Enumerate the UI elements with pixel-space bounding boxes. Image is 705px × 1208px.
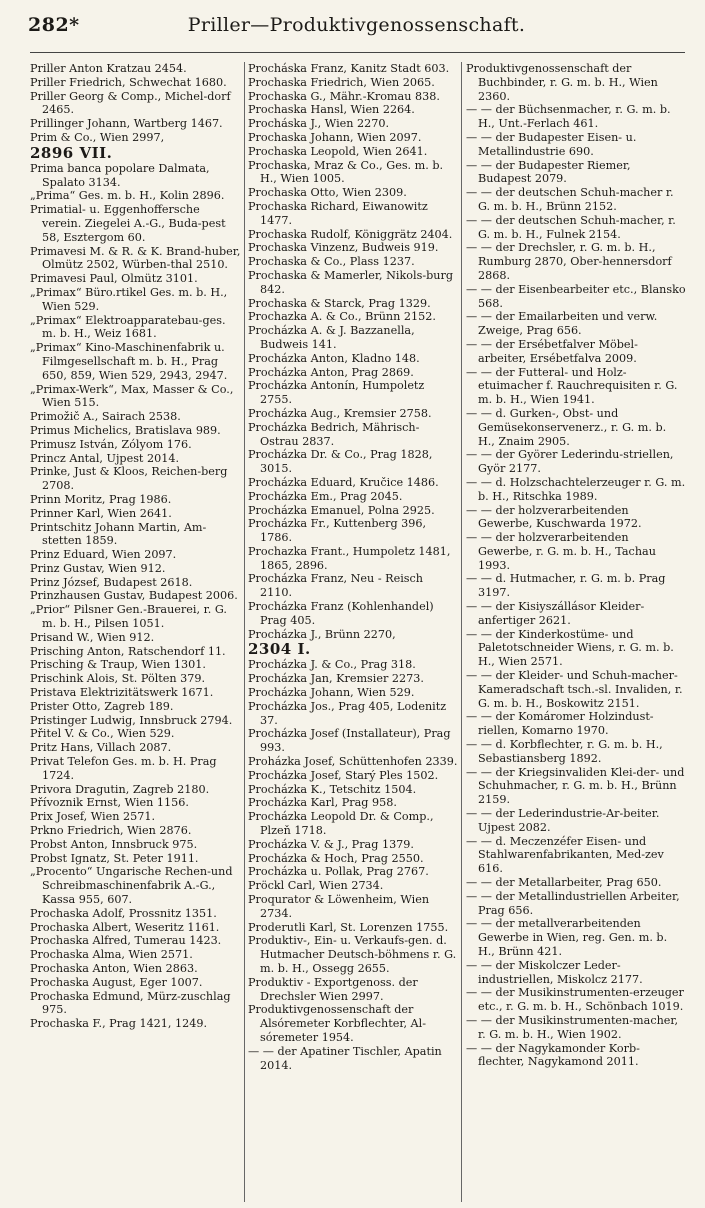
directory-entry: Procházka Eduard, Kručice 1486. xyxy=(248,475,439,489)
directory-entry: Procházka Bedrich, Mährisch-Ostrau 2837. xyxy=(248,420,420,448)
directory-entry: Primavesi Paul, Olmütz 3101. xyxy=(30,272,198,286)
directory-entry: Pröckl Carl, Wien 2734. xyxy=(248,879,384,893)
directory-entry: Procházka Em., Prag 2045. xyxy=(248,489,403,503)
directory-entry: Produktiv - Exportgenoss. der Drechsler Wien 2997. xyxy=(248,975,418,1003)
directory-entry: Prochazka A. & Co., Brünn 2152. xyxy=(248,310,436,324)
directory-entry: „Primax“ Elektroapparatebau-ges. m. b. H., Weiz 1681. xyxy=(30,313,226,341)
directory-entry: — — der deutschen Schuh-macher, r. G. m. b. H., Fulnek 2154. xyxy=(466,213,676,241)
directory-entry: „Prior“ Pilsner Gen.-Brauerei, r. G. m. b. H., Pilsen 1051. xyxy=(30,603,227,631)
directory-entry: Priller Georg & Comp., Michel-dorf 2465. xyxy=(30,89,231,117)
directory-entry: Prochaska, Mraz & Co., Ges. m. b. H., Wien 1005. xyxy=(248,158,444,186)
header-rule xyxy=(30,52,685,53)
directory-entry: — — d. Holzschachtelerzeuger r. G. m. b. H., Ritschka 1989. xyxy=(466,475,686,503)
directory-entry: — — der Büchsenmacher, r. G. m. b. H., Unt.-Ferlach 461. xyxy=(466,103,671,131)
directory-entry: „Prima“ Ges. m. b. H., Kolin 2896. xyxy=(30,189,225,203)
directory-entry: — — der Komáromer Holzindust-riellen, Komarno 1970. xyxy=(466,710,654,738)
directory-entry: Procházka u. Pollak, Prag 2767. xyxy=(248,865,429,879)
directory-entry: Primožič A., Sairach 2538. xyxy=(30,410,181,424)
directory-entry: Prima banca popolare Dalmata, Spalato 3134. xyxy=(30,161,210,189)
directory-entry: Prisching & Traup, Wien 1301. xyxy=(30,658,206,672)
page-header xyxy=(28,14,685,42)
directory-entry: Pristava Elektrizitätswerk 1671. xyxy=(30,686,214,700)
directory-entry: Procházka Karl, Prag 958. xyxy=(248,796,397,810)
directory-entry: Prochaska Hansl, Wien 2264. xyxy=(248,103,415,117)
directory-entry: Prochaska Anton, Wien 2863. xyxy=(30,962,198,975)
directory-entry: „Primax“ Kino-Maschinenfabrik u. Filmgesellschaft m. b. H., Prag 650, 859, Wien 529, 2943, 2947. xyxy=(30,341,228,382)
directory-entry: Prochaska G., Mähr.-Kromau 838. xyxy=(248,89,440,103)
directory-entry: — — der Budapester Riemer, Budapest 2079. xyxy=(466,158,631,186)
directory-entry: — — der Miskolczer Leder-industriellen, Miskolcz 2177. xyxy=(466,958,643,986)
directory-entry: Privora Dragutin, Zagreb 2180. xyxy=(30,782,210,796)
directory-entry: — — der holzverarbeitenden Gewerbe, r. G. m. b. H., Tachau 1993. xyxy=(466,531,656,572)
directory-entry: Prochaska & Starck, Prag 1329. xyxy=(248,296,431,310)
directory-entry: — — der Metallindustriellen Arbeiter, Prag 656. xyxy=(466,889,680,917)
directory-entry: Produktiv-, Ein- u. Verkaufs-gen. d. Hutmacher Deutsch-böhmens r. G. m. b. H., Ossegg 2655. xyxy=(248,934,457,975)
directory-entry: Printschitz Johann Martin, Am-stetten 1859. xyxy=(30,520,207,548)
directory-entry: Prochaska Otto, Wien 2309. xyxy=(248,186,407,200)
directory-entry: „Primax-Werk“, Max, Masser & Co., Wien 515. xyxy=(30,382,234,410)
directory-entry: Procházka Aug., Kremsier 2758. xyxy=(248,406,432,420)
column-middle xyxy=(248,62,458,1202)
directory-entry: Priller Anton Kratzau 2454. xyxy=(30,62,187,75)
directory-entry: Priller Friedrich, Schwechat 1680. xyxy=(30,75,227,89)
directory-entry: Pristinger Ludwig, Innsbruck 2794. xyxy=(30,713,233,727)
directory-entry: Prochaska Rudolf, Königgrätz 2404. xyxy=(248,227,453,241)
directory-entry: — — der holzverarbeitenden Gewerbe, Kuschwarda 1972. xyxy=(466,503,642,531)
directory-entry: — — der deutschen Schuh-macher r. G. m. b. H., Brünn 2152. xyxy=(466,186,674,213)
directory-entry: Prochaska Albert, Weseritz 1161. xyxy=(30,920,220,934)
directory-entry: — — der metallverarbeitenden Gewerbe in Wien, reg. Gen. m. b. H., Brünn 421. xyxy=(466,917,668,958)
directory-entry: — — der Apatiner Tischler, Apatin 2014. xyxy=(248,1044,442,1072)
directory-entry: Procházka Anton, Prag 2869. xyxy=(248,365,414,379)
directory-entry: — — der Nagykamonder Korb-flechter, Nagykamond 2011. xyxy=(466,1041,640,1069)
directory-entry: Prinz Eduard, Wien 2097. xyxy=(30,548,177,562)
directory-entry: „Procento“ Ungarische Rechen-und Schreibmaschinenfabrik A.-G., Kassa 955, 607. xyxy=(30,865,233,907)
column-right xyxy=(466,62,686,1202)
directory-entry: — — der Györer Lederindu-striellen, Györ 2177. xyxy=(466,448,674,476)
directory-entry: Prochaska Johann, Wien 2097. xyxy=(248,130,422,144)
directory-entry: Prisand W., Wien 912. xyxy=(30,630,155,644)
directory-entry: Probst Anton, Innsbruck 975. xyxy=(30,837,198,851)
directory-entry: — — der Musikinstrumenten-erzeuger etc., r. G. m. b. H., Schönbach 1019. xyxy=(466,986,684,1014)
directory-entry: — — d. Korbflechter, r. G. m. b. H., Sebastiansberg 1892. xyxy=(466,738,663,765)
directory-entry: Princz Antal, Ujpest 2014. xyxy=(30,451,180,465)
directory-entry: Probst Ignatz, St. Peter 1911. xyxy=(30,851,199,865)
directory-entry: Produktivgenossenschaft der Buchbinder, r. G. m. b. H., Wien 2360. xyxy=(466,62,658,103)
directory-entry: — — der Lederindustrie-Ar-beiter. Ujpest 2082. xyxy=(466,807,660,834)
directory-entry: Prochaska Friedrich, Wien 2065. xyxy=(248,75,435,89)
directory-entry: — — der Ersébetfalver Möbel-arbeiter, Ersébetfalva 2009. xyxy=(466,337,638,365)
directory-entry: Privat Telefon Ges. m. b. H. Prag 1724. xyxy=(30,755,217,782)
directory-entry: Procházka Anton, Kladno 148. xyxy=(248,351,420,365)
directory-entry: „Primax“ Büro.rtikel Ges. m. b. H., Wien 529. xyxy=(30,285,228,313)
directory-entry: Procházka Johann, Wien 529. xyxy=(248,686,415,700)
directory-entry: Procházka A. & J. Bazzanella, Budweis 141. xyxy=(248,324,415,351)
directory-entry: Procházka Dr. & Co., Prag 1828, 3015. xyxy=(248,448,433,476)
directory-entry: Produktivgenossenschaft der Alsóremeter Korbflechter, Al-sóremeter 1954. xyxy=(248,1003,426,1044)
directory-entry: Prochaska & Mamerler, Nikols-burg 842. xyxy=(248,268,454,296)
directory-entry: 2896 VII. xyxy=(30,143,113,162)
directory-entry: Prochaska & Co., Plass 1237. xyxy=(248,255,415,269)
directory-entry: Prochaska Richard, Eiwanowitz 1477. xyxy=(248,199,428,227)
directory-entry: Prinz József, Budapest 2618. xyxy=(30,575,193,589)
directory-entry: Procházka & Hoch, Prag 2550. xyxy=(248,851,424,865)
directory-entry: Procházka Josef, Starý Ples 1502. xyxy=(248,768,439,782)
directory-entry: Prkno Friedrich, Wien 2876. xyxy=(30,824,192,838)
directory-entry: Procháska J., Wien 2270. xyxy=(248,117,390,131)
directory-entry: 2304 I. xyxy=(248,640,311,659)
directory-entry: — — der Eisenbearbeiter etc., Blansko 568. xyxy=(466,282,686,310)
directory-entry: Pritz Hans, Villach 2087. xyxy=(30,741,172,755)
directory-entry: — — der Kriegsinvaliden Klei-der- und Schuhmacher, r. G. m. b. H., Brünn 2159. xyxy=(466,765,685,807)
directory-entry: Procháska Franz, Kanitz Stadt 603. xyxy=(248,62,450,75)
directory-entry: Prinz Gustav, Wien 912. xyxy=(30,561,166,575)
directory-entry: Prix Josef, Wien 2571. xyxy=(30,810,156,824)
column-divider xyxy=(461,62,462,1202)
directory-entry: Procházka V. & J., Prag 1379. xyxy=(248,837,414,851)
directory-entry: — — d. Hutmacher, r. G. m. b. Prag 3197. xyxy=(466,572,666,600)
running-title: Priller—Produktivgenossenschaft. xyxy=(187,14,526,36)
directory-entry: Prisching Anton, Ratschendorf 11. xyxy=(30,644,226,658)
directory-entry: Prochaska Alfred, Tumerau 1423. xyxy=(30,934,222,948)
directory-entry: Prochaska Adolf, Prossnitz 1351. xyxy=(30,906,217,920)
directory-entry: Prochaska Leopold, Wien 2641. xyxy=(248,144,428,158)
directory-entry: Procházka Emanuel, Polna 2925. xyxy=(248,503,435,517)
directory-entry: Prischink Alois, St. Pölten 379. xyxy=(30,672,206,686)
page-number: 282* xyxy=(28,14,80,36)
directory-entry: Prister Otto, Zagreb 189. xyxy=(30,699,174,713)
directory-entry: — — der Kisiyszállásor Kleider-anfertiger 2621. xyxy=(466,600,645,627)
directory-entry: Přitel V. & Co., Wien 529. xyxy=(30,727,175,741)
directory-entry: Procházka Jan, Kremsier 2273. xyxy=(248,672,424,686)
directory-entry: Prim & Co., Wien 2997, xyxy=(30,130,165,144)
directory-entry: Přívoznik Ernst, Wien 1156. xyxy=(30,796,189,810)
directory-entry: Primatial- u. Eggenhoffersche verein. Ziegelei A.-G., Buda-pest 58, Esztergom 60. xyxy=(30,203,226,244)
directory-entry: — — der Kleider- und Schuh-macher-Kameradschaft tsch.-sl. Invaliden, r. G. m. b. H., Boskowitz 2151. xyxy=(466,669,683,710)
directory-entry: Primavesi M. & R. & K. Brand-huber, Olmütz 2502, Würben-thal 2510. xyxy=(30,244,241,272)
directory-entry: Proderutli Karl, St. Lorenzen 1755. xyxy=(248,920,449,934)
directory-entry: Prinzhausen Gustav, Budapest 2006. xyxy=(30,589,238,603)
directory-entry: — — der Futteral- und Holz-etuimacher f. Rauchrequisiten r. G. m. b. H., Wien 1941. xyxy=(466,365,678,407)
directory-entry: Procházka K., Tetschitz 1504. xyxy=(248,782,417,796)
directory-entry: Prinner Karl, Wien 2641. xyxy=(30,506,172,520)
directory-entry: Prillinger Johann, Wartberg 1467. xyxy=(30,117,223,131)
directory-entry: — — der Emailarbeiten und verw. Zweige, Prag 656. xyxy=(466,310,658,338)
directory-entry: — — der Drechsler, r. G. m. b. H., Rumburg 2870, Ober-hennersdorf 2868. xyxy=(466,241,672,282)
directory-entry: Prochaska Alma, Wien 2571. xyxy=(30,948,193,962)
directory-entry: Procházka Josef (Installateur), Prag 993. xyxy=(248,727,451,755)
directory-entry: Procházka J. & Co., Prag 318. xyxy=(248,658,416,672)
directory-entry: Primusz István, Zólyom 176. xyxy=(30,437,192,451)
directory-entry: Procházka Jos., Prag 405, Lodenitz 37. xyxy=(248,699,447,727)
directory-entry: Prinn Moritz, Prag 1986. xyxy=(30,492,172,506)
directory-entry: Procházka Leopold Dr. & Comp., Plzeň 1718. xyxy=(248,810,434,838)
directory-entry: Prochaska F., Prag 1421, 1249. xyxy=(30,1017,208,1031)
directory-entry: Primus Michelics, Bratislava 989. xyxy=(30,423,221,437)
directory-entry: Prochaska Vinzenz, Budweis 919. xyxy=(248,241,439,255)
column-left xyxy=(30,62,242,1202)
directory-entry: Proqurator & Löwenheim, Wien 2734. xyxy=(248,893,430,920)
directory-entry: — — d. Meczenzéfer Eisen- und Stahlwarenfabrikanten, Med-zev 616. xyxy=(466,834,664,876)
column-divider xyxy=(244,62,245,1202)
directory-entry: Procházka Franz (Kohlenhandel) Prag 405. xyxy=(248,600,434,627)
directory-entry: Procházka Antonín, Humpoletz 2755. xyxy=(248,379,425,407)
directory-entry: — — der Metallarbeiter, Prag 650. xyxy=(466,876,662,890)
directory-entry: Procházka J., Brünn 2270, xyxy=(248,627,396,641)
directory-entry: — — d. Gurken-, Obst- und Gemüsekonservenerz., r. G. m. b. H., Znaim 2905. xyxy=(466,406,667,448)
directory-entry: Procházka Fr., Kuttenberg 396, 1786. xyxy=(248,517,427,545)
directory-entry: Procházka Franz, Neu - Reisch 2110. xyxy=(248,572,423,600)
directory-entry: — — der Musikinstrumenten-macher, r. G. m. b. H., Wien 1902. xyxy=(466,1013,679,1041)
directory-entry: Prochaska August, Eger 1007. xyxy=(30,975,203,989)
directory-entry: Prochaska Edmund, Mürz-zuschlag 975. xyxy=(30,989,231,1017)
directory-entry: Prochazka Frant., Humpoletz 1481, 1865, 2896. xyxy=(248,544,451,572)
directory-entry: — — der Kinderkostüme- und Paletotschneider Wiens, r. G. m. b. H., Wien 2571. xyxy=(466,627,674,669)
directory-entry: Prinke, Just & Kloos, Reichen-berg 2708. xyxy=(30,465,228,493)
directory-entry: — — der Budapester Eisen- u. Metallindustrie 690. xyxy=(466,130,637,158)
directory-entry: Proházka Josef, Schüttenhofen 2339. xyxy=(248,755,458,769)
